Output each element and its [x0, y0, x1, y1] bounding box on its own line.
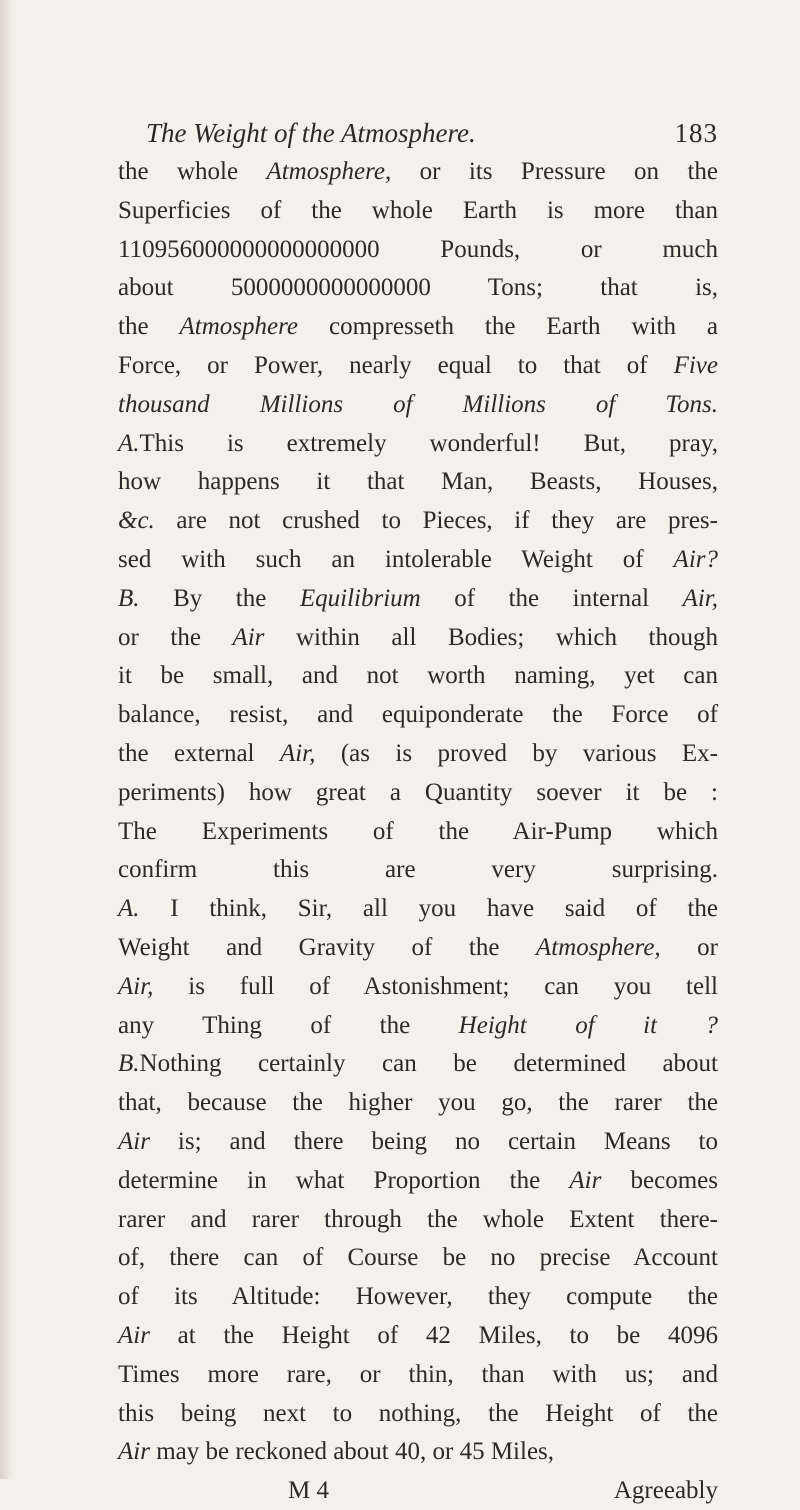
text-run: I think, Sir, all you have said of the: [139, 895, 718, 923]
page-footer: [288, 1472, 718, 1510]
text-run: this being next to nothing, the Height of the: [118, 1399, 718, 1427]
running-head-title: The Weight of the Atmosphere.: [146, 118, 476, 148]
signature-mark: M 4: [288, 1477, 329, 1505]
text-line: [118, 696, 718, 735]
text-run: or its Pressure on the: [391, 158, 718, 185]
text-line: [118, 1045, 718, 1084]
text-line: [118, 657, 718, 696]
text-run: or: [660, 933, 718, 961]
text-run: of, there can of Course be no precise Account: [118, 1244, 718, 1272]
text-run: of its Altitude: However, they compute the: [118, 1283, 718, 1311]
text-line: [118, 386, 718, 425]
text-line: [118, 580, 718, 619]
text-line: [118, 502, 718, 541]
text-line: [118, 269, 718, 308]
text-run: confirm this are very surprising.: [118, 856, 718, 884]
text-line: [118, 425, 718, 464]
text-run: the: [118, 313, 180, 341]
text-run: Superficies of the whole Earth is more than: [118, 196, 718, 224]
italic-run: Five: [673, 351, 718, 379]
italic-run: Air: [232, 623, 265, 651]
text-line: [118, 1395, 718, 1434]
text-line: [118, 1278, 718, 1317]
text-run: about 5000000000000000 Tons; that is,: [118, 274, 718, 302]
text-line: [118, 929, 718, 968]
text-run: (as is proved by various Ex-: [315, 739, 718, 767]
text-line: [118, 968, 718, 1007]
text-run: This is extremely wonderful! But, pray,: [139, 429, 718, 457]
italic-run: Air: [569, 1166, 602, 1194]
text-line: [118, 231, 718, 270]
text-line: [118, 347, 718, 386]
text-run: at the Height of 42 Miles, to be 4096: [149, 1321, 718, 1349]
text-run: or the: [118, 623, 233, 651]
running-head: [146, 118, 718, 149]
text-run: any Thing of the: [118, 1011, 459, 1039]
italic-run: Height of it ?: [458, 1011, 718, 1039]
text-line: [118, 735, 718, 774]
italic-run: Air: [118, 1438, 150, 1466]
italic-run: B.: [118, 1050, 140, 1078]
text-line: [118, 1007, 718, 1046]
text-run: is full of Astonishment; can you tell: [153, 972, 718, 1000]
text-run: Weight and Gravity of the: [118, 933, 536, 961]
text-line: [118, 1239, 718, 1278]
italic-run: Air,: [118, 972, 154, 1000]
page-gutter-shadow: [0, 0, 14, 1479]
text-run: the whole: [118, 158, 267, 185]
italic-run: Equilibrium: [299, 584, 421, 612]
italic-run: thousand Millions of Millions of Tons.: [118, 390, 718, 418]
text-run: within all Bodies; which though: [264, 623, 718, 651]
text-line: [118, 774, 718, 813]
text-run: rarer and rarer through the whole Extent there-: [118, 1205, 718, 1233]
text-run: of the internal: [420, 584, 683, 612]
italic-run: Atmosphere,: [535, 933, 661, 961]
italic-run: Air,: [279, 739, 316, 767]
text-run: determine in what Proportion the: [118, 1166, 570, 1194]
page-number: 183: [674, 118, 718, 148]
text-run: balance, resist, and equiponderate the Force of: [118, 701, 718, 729]
book-page: [118, 118, 718, 1510]
text-run: Nothing certainly can be determined about: [139, 1050, 718, 1078]
text-line: [118, 1317, 718, 1356]
italic-run: B.: [118, 584, 140, 612]
text-line: [118, 192, 718, 231]
text-line: [118, 890, 718, 929]
italic-run: Air: [118, 1321, 150, 1349]
text-line: [118, 1084, 718, 1123]
text-line: [118, 153, 718, 192]
text-line: [118, 308, 718, 347]
text-line: [118, 463, 718, 502]
text-run: are not crushed to Pieces, if they are pres-: [154, 507, 718, 535]
text-line: [118, 1356, 718, 1395]
italic-run: Air?: [673, 545, 718, 573]
text-run: Force, or Power, nearly equal to that of: [118, 351, 674, 379]
text-run: The Experiments of the Air-Pump which: [118, 817, 718, 845]
text-run: becomes: [601, 1166, 719, 1194]
italic-run: Air: [118, 1127, 150, 1155]
text-run: sed with such an intolerable Weight of: [118, 545, 674, 573]
text-run: the external: [118, 739, 280, 767]
italic-run: &c.: [118, 507, 155, 535]
text-run: how happens it that Man, Beasts, Houses,: [118, 468, 718, 496]
text-line: [118, 813, 718, 852]
text-run: Times more rare, or thin, than with us; and: [118, 1360, 718, 1388]
text-line: [118, 619, 718, 658]
text-line: [118, 541, 718, 580]
text-run: is; and there being no certain Means to: [149, 1127, 718, 1155]
italic-run: A.: [118, 895, 140, 923]
text-run: compresseth the Earth with a: [298, 313, 719, 341]
text-run: may be reckoned about 40, or 45 Miles,: [149, 1438, 555, 1466]
text-line: [118, 851, 718, 890]
text-run: that, because the higher you go, the rarer the: [118, 1089, 718, 1117]
italic-run: Atmosphere: [179, 313, 299, 341]
italic-run: A.: [118, 429, 140, 457]
text-line: [118, 1201, 718, 1240]
text-line: [118, 1162, 718, 1201]
italic-run: Air,: [682, 584, 718, 612]
text-run: periments) how great a Quantity soever it be :: [118, 778, 718, 806]
catchword: Agreeably: [613, 1477, 718, 1505]
text-run: 110956000000000000000 Pounds, or much: [118, 235, 718, 263]
text-line: [118, 1123, 718, 1162]
text-run: By the: [139, 584, 300, 612]
body-text: [118, 153, 718, 1472]
italic-run: Atmosphere,: [266, 158, 392, 185]
text-line: [118, 1433, 718, 1472]
text-run: it be small, and not worth naming, yet can: [118, 662, 718, 690]
